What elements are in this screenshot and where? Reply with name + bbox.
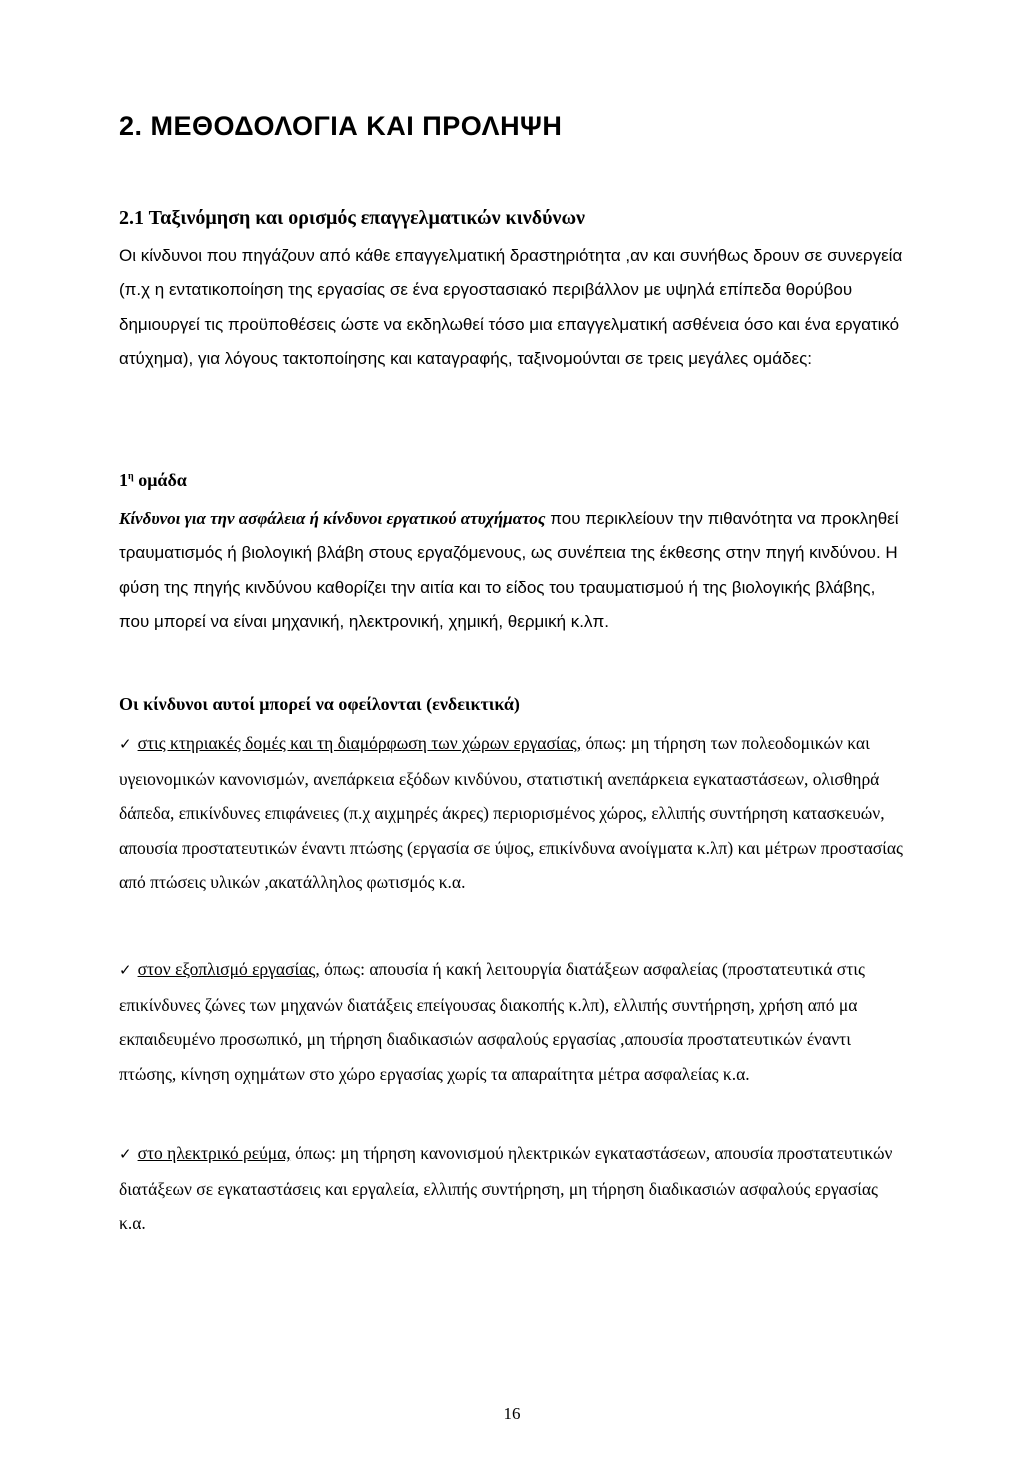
group-ordinal: η <box>128 471 134 482</box>
bullet-topic: στο ηλεκτρικό ρεύμα, <box>137 1143 291 1163</box>
bullet-topic: στις κτηριακές δομές και τη διαμόρφωση των χώρων εργασίας, <box>137 733 582 753</box>
group-title <box>119 470 187 491</box>
bullet-text: όπως: μη τήρηση κανονισμού ηλεκτρικών εγκαταστάσεων, απουσία προστατευτικών διατάξεων σε εγκαταστάσεις και εργαλεία, ελλιπής συντήρηση, μη τήρηση διαδικασιών ασφαλούς εργασίας κ.α. <box>119 1143 893 1234</box>
bullet-work-equipment <box>119 952 905 1091</box>
bullet-electric-current <box>119 1136 905 1241</box>
checkmark-icon: ✓ <box>119 1145 132 1163</box>
group-text: που περικλείουν την πιθανότητα να προκληθεί τραυματισμός ή βιολογική βλάβη στους εργαζόμενους, ως συνέπεια της έκθεσης στην πηγή κινδύνου. Η φύση της πηγής κινδύνου καθορίζει την αιτία και το είδος του τραυματισμού ή της βιολογικής βλάβης, που μπορεί να είναι μηχανική, ηλεκτρονική, χημική, θερμική κ.λπ. <box>119 509 899 631</box>
checkmark-icon: ✓ <box>119 961 132 979</box>
page-number: 16 <box>503 1404 521 1423</box>
bullet-text: όπως: μη τήρηση των πολεοδομικών και υγειονομικών κανονισμών, ανεπάρκεια εξόδων κινδύνου, στατιστική ανεπάρκεια εγκαταστάσεων, ολισθηρά δάπεδα, επικίνδυνες επιφάνειες (π.χ αιχμηρές άκρες) περιορισμένος χώρος, ελλιπής συντήρηση κατασκευών, απουσία προστατευτικών έναντι πτώσης (εργασία σε ύψος, επικίνδυνα ανοίγματα κ.λπ) και μέτρων προστασίας από πτώσεις υλικών ,ακατάλληλος φωτισμός κ.α. <box>119 733 903 893</box>
group-label: ομάδα <box>138 470 187 490</box>
checkmark-icon: ✓ <box>119 735 132 753</box>
group-lead: Κίνδυνοι για την ασφάλεια ή κίνδυνοι εργατικού ατυχήματος <box>119 509 546 528</box>
bullet-topic: στον εξοπλισμό εργασίας, <box>137 959 320 979</box>
group-number: 1 <box>119 470 128 490</box>
section-heading: 2. ΜΕΘΟΔΟΛΟΓΙΑ ΚΑΙ ΠΡΟΛΗΨΗ <box>119 111 563 141</box>
subsection-heading: 2.1 Ταξινόμηση και ορισμός επαγγελματικών κινδύνων <box>119 207 585 229</box>
intro-paragraph: Οι κίνδυνοι που πηγάζουν από κάθε επαγγελματική δραστηριότητα ,αν και συνήθως δρουν σε συνεργεία (π.χ η εντατικοποίηση της εργασίας σε ένα εργοστασιακό περιβάλλον με υψηλά επίπεδα θορύβου δημιουργεί τις προϋποθέσεις ώστε να εκδηλωθεί τόσο μια επαγγελματική ασθένεια όσο και ένα εργατικό ατύχημα), για λόγους τακτοποίησης και καταγραφής, ταξινομούνται σε τρεις μεγάλες ομάδες: <box>119 246 903 368</box>
bullet-building-structures <box>119 726 905 900</box>
causes-title: Οι κίνδυνοι αυτοί μπορεί να οφείλονται (ενδεικτικά) <box>119 694 520 714</box>
group-paragraph <box>119 502 905 639</box>
bullet-text: όπως: απουσία ή κακή λειτουργία διατάξεων ασφαλείας (προστατευτικά στις επικίνδυνες ζώνες των μηχανών διατάξεις επείγουσας διακοπής κ.λπ), ελλιπής συντήρηση, χρήση από μα εκπαιδευμένο προσωπικό, μη τήρηση διαδικασιών ασφαλούς εργασίας ,απουσία προστατευτικών έναντι πτώσης, κίνηση οχημάτων στο χώρο εργασίας χωρίς τα απαραίτητα μέτρα ασφαλείας κ.α. <box>119 959 865 1084</box>
